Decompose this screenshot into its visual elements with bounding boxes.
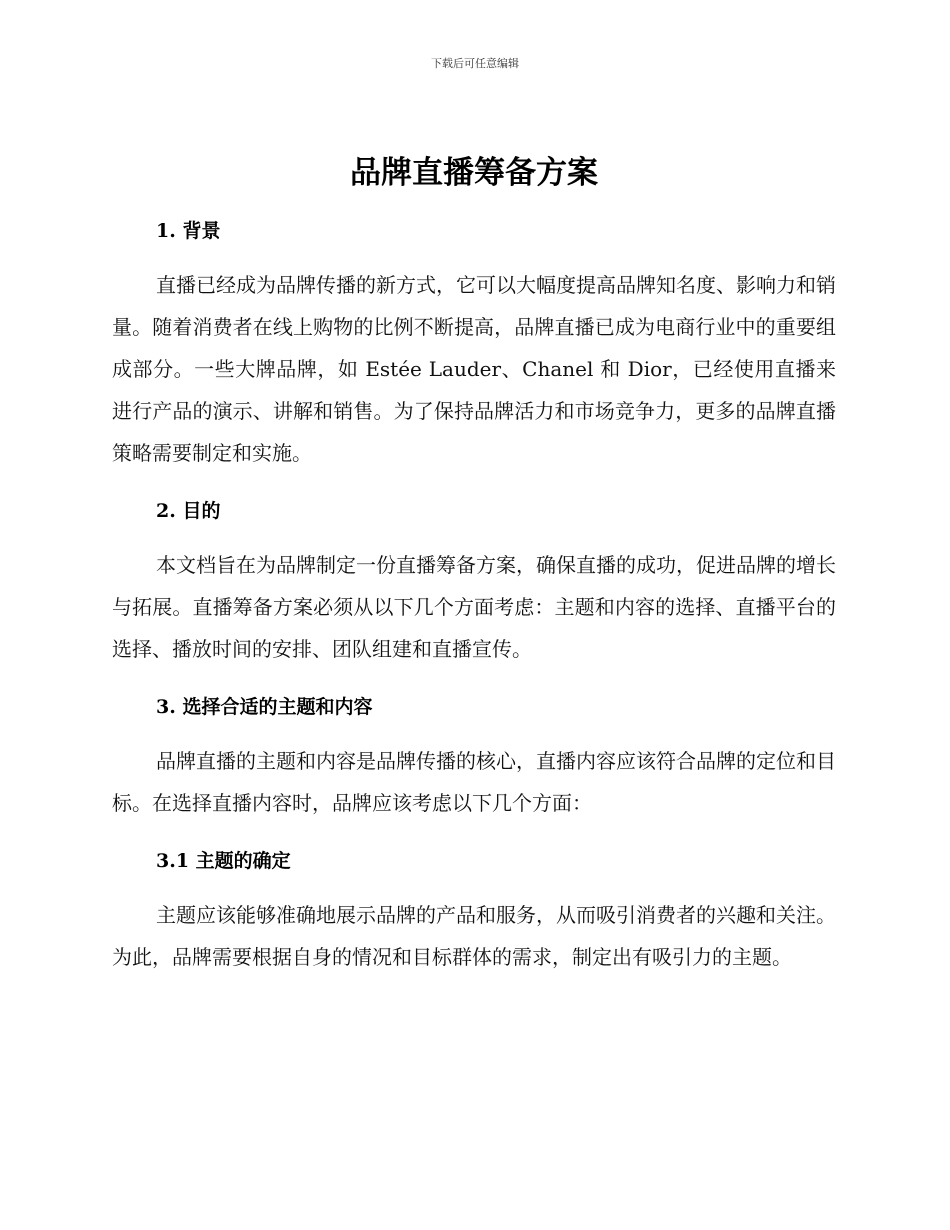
paragraph-theme-definition: 主题应该能够准确地展示品牌的产品和服务，从而吸引消费者的兴趣和关注。为此，品牌需要根据自身的情况和目标群体的需求，制定出有吸引力的主题。	[112, 903, 836, 969]
header-note: 下载后可任意编辑	[431, 57, 519, 70]
section-heading-purpose: 2. 目的	[156, 500, 221, 522]
section-heading-theme-definition: 3.1 主题的确定	[156, 850, 291, 872]
section-heading-background: 1. 背景	[156, 220, 221, 242]
section-heading-theme-content: 3. 选择合适的主题和内容	[156, 696, 373, 718]
document-title: 品牌直播筹备方案	[350, 155, 598, 191]
document-body	[112, 148, 836, 978]
paragraph-theme-content: 品牌直播的主题和内容是品牌传播的核心，直播内容应该符合品牌的定位和目标。在选择直播内容时，品牌应该考虑以下几个方面：	[112, 749, 836, 815]
paragraph-background: 直播已经成为品牌传播的新方式，它可以大幅度提高品牌知名度、影响力和销量。随着消费者在线上购物的比例不断提高，品牌直播已成为电商行业中的重要组成部分。一些大牌品牌，如 Estée Lauder、Chanel 和 Dior，已经使用直播来进行产品的演示、讲解和销售。为了保持品牌活力和市场竞争力，更多的品牌直播策略需要制定和实施。	[112, 273, 836, 465]
paragraph-purpose: 本文档旨在为品牌制定一份直播筹备方案，确保直播的成功，促进品牌的增长与拓展。直播筹备方案必须从以下几个方面考虑：主题和内容的选择、直播平台的选择、播放时间的安排、团队组建和直播宣传。	[112, 553, 836, 661]
